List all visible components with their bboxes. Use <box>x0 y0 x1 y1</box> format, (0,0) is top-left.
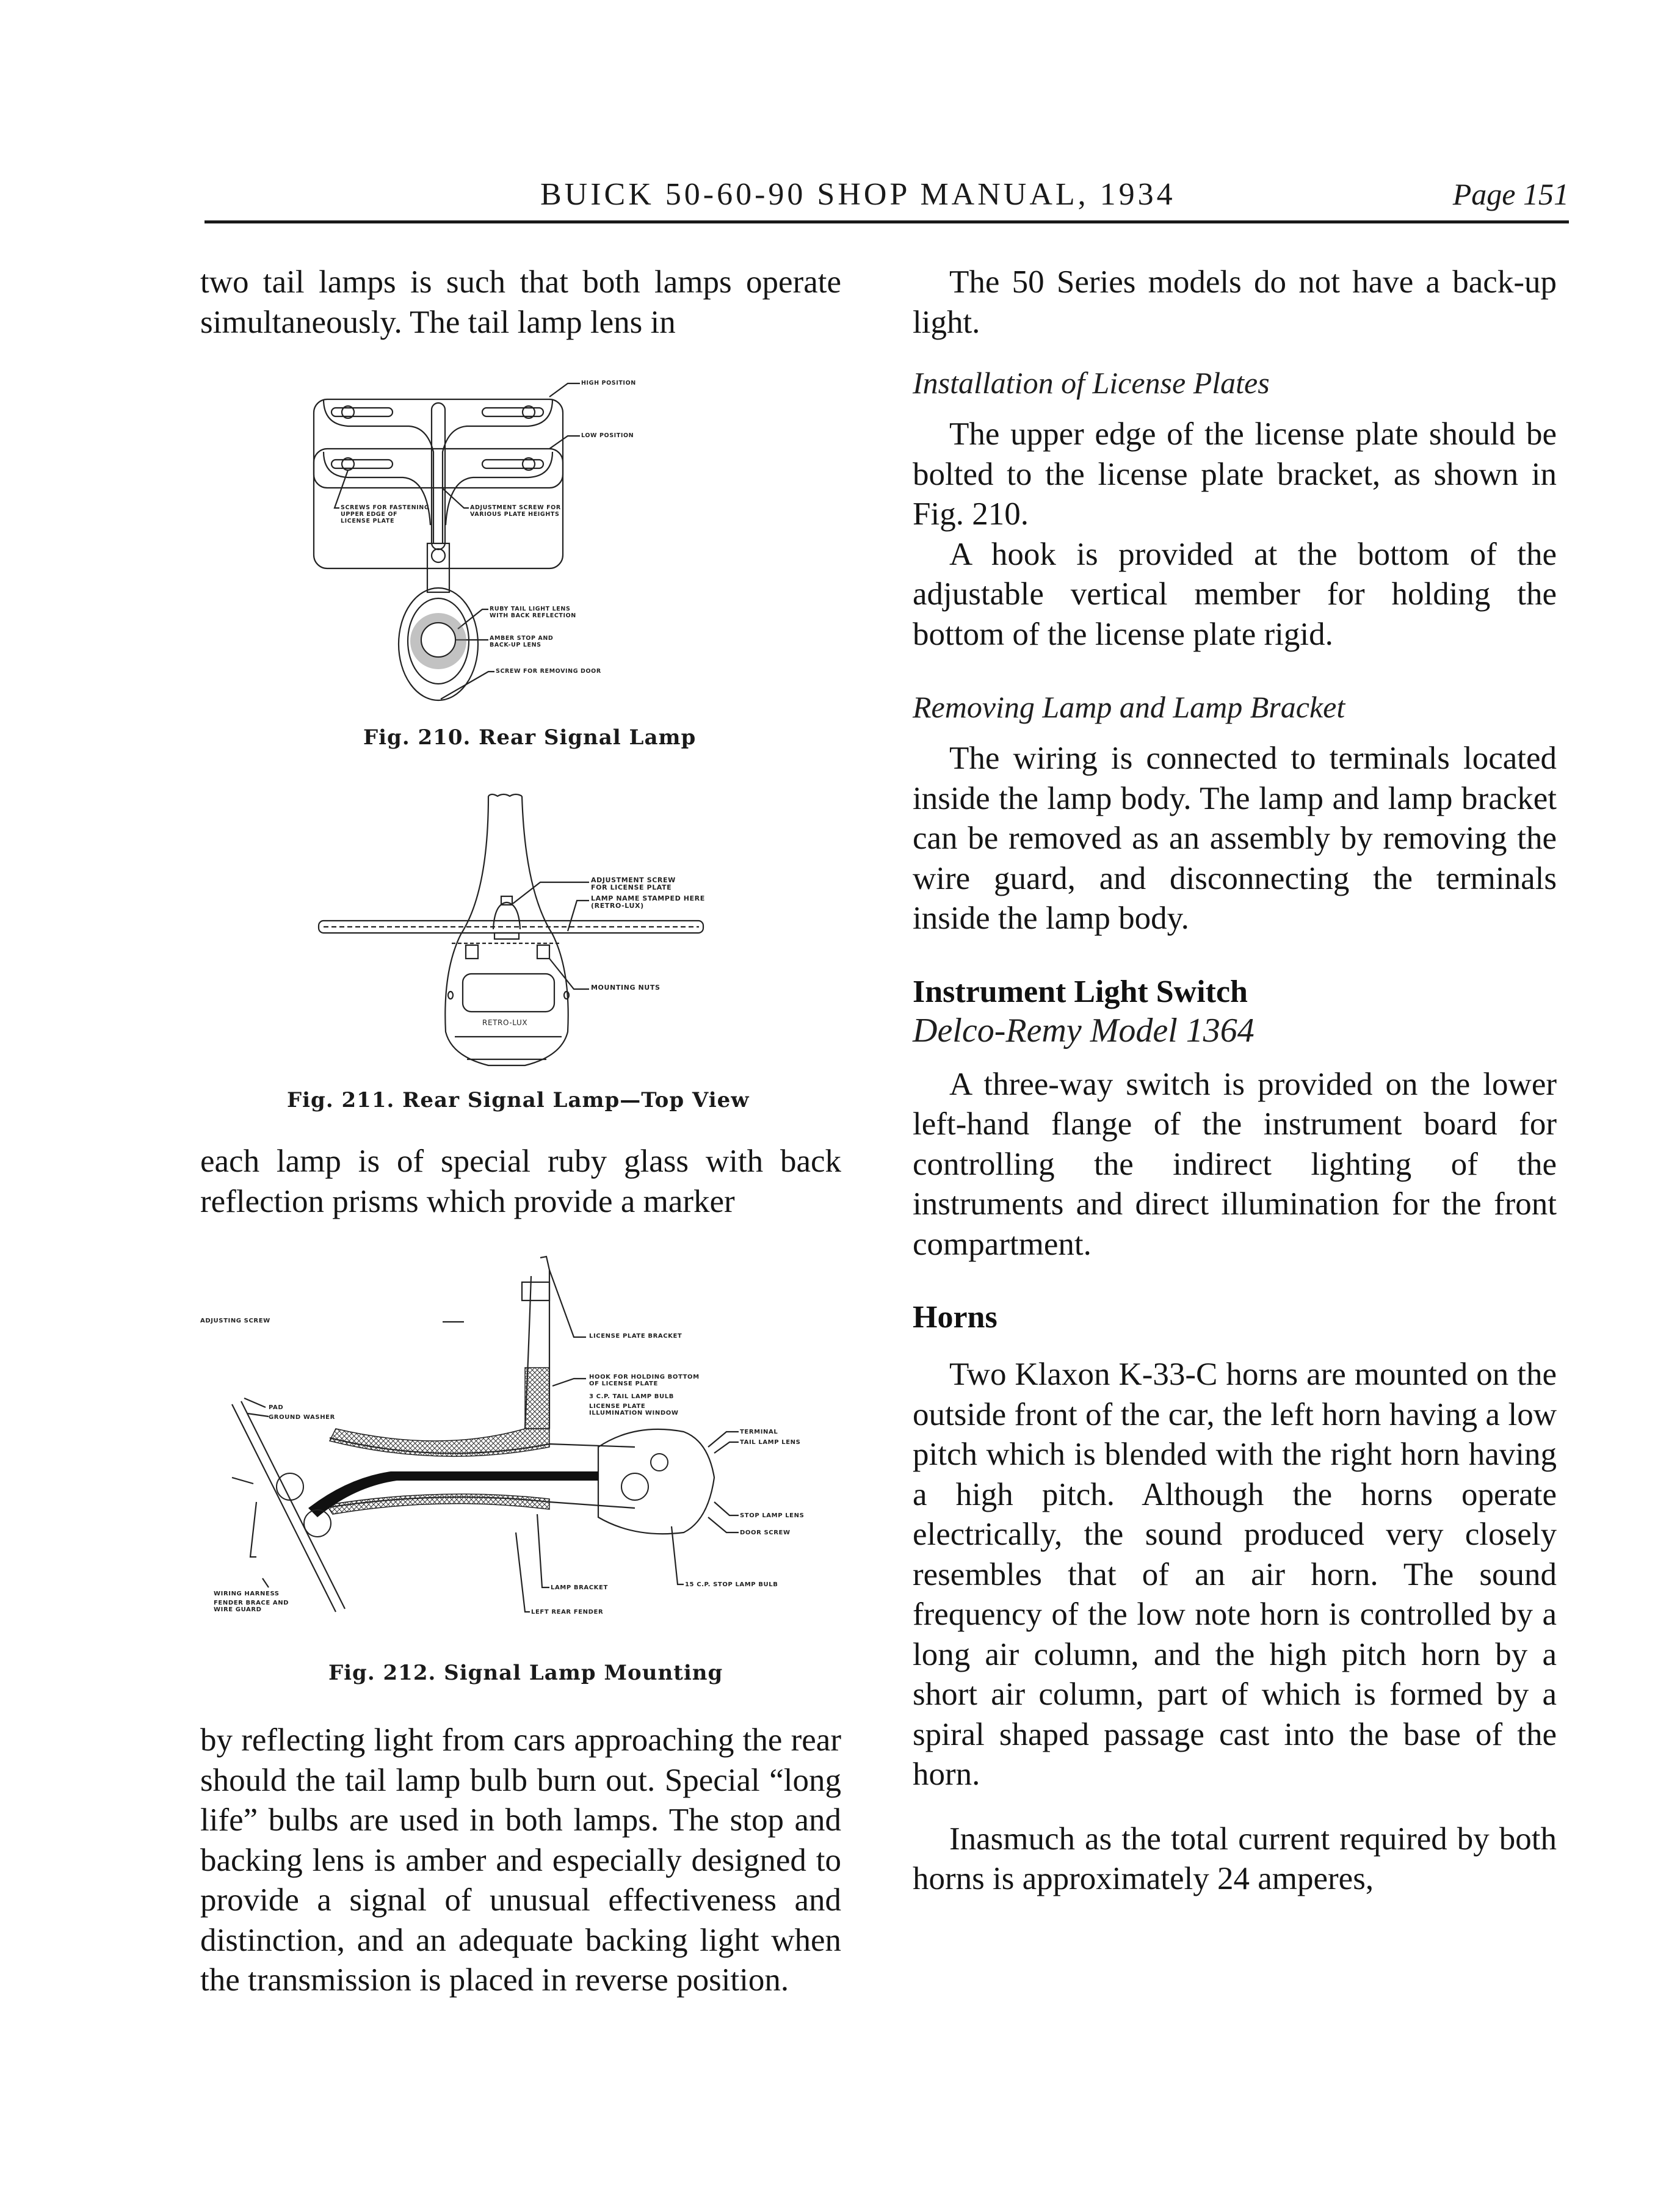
callout-fender-brace-2: WIRE GUARD <box>214 1606 262 1613</box>
caption-fig-210: Fig. 210. Rear Signal Lamp <box>363 725 697 750</box>
callout-tail-lamp-bulb: 3 C.P. TAIL LAMP BULB <box>589 1393 674 1400</box>
callout-high-position: HIGH POSITION <box>581 380 636 386</box>
paragraph-license-upper-edge: The upper edge of the license plate should be bolted to the license plate bracket, as shown in Fig. 210. <box>913 416 1557 532</box>
callout-screws-1: SCREWS FOR FASTENING <box>341 504 430 511</box>
callout-ruby-1: RUBY TAIL LIGHT LENS <box>490 606 571 612</box>
paragraph-three-way-switch: A three-way switch is provided on the lower left-hand flange of the instrument board for controlling the indirect lighting of the instruments and direct illumination for the front compartment. <box>913 1066 1557 1262</box>
callout-screws-3: LICENSE PLATE <box>341 518 395 524</box>
callout-license-plate-bracket: LICENSE PLATE BRACKET <box>589 1333 682 1340</box>
left-column-bottom <box>200 1721 841 2001</box>
callout-tail-lamp-lens: TAIL LAMP LENS <box>740 1439 801 1446</box>
callout-amber-1: AMBER STOP AND <box>490 635 554 642</box>
subheading-delco-remy-model: Delco-Remy Model 1364 <box>913 1011 1255 1050</box>
heading-instrument-light-switch: Instrument Light Switch <box>913 974 1248 1009</box>
figure-212 <box>200 1246 849 1648</box>
left-column-mid <box>200 1142 841 1222</box>
running-header <box>205 174 1569 223</box>
callout-adjusting-screw: ADJUSTING SCREW <box>200 1318 270 1324</box>
callout-lamp-bracket: LAMP BRACKET <box>551 1584 608 1591</box>
caption-fig-212: Fig. 212. Signal Lamp Mounting <box>328 1661 723 1685</box>
header-rule <box>205 220 1569 223</box>
callout-fender-brace-1: FENDER BRACE AND <box>214 1600 289 1606</box>
callout-adjustment-screw-2: FOR LICENSE PLATE <box>591 883 672 891</box>
callout-pad: PAD <box>269 1404 284 1411</box>
callout-adjust-2: VARIOUS PLATE HEIGHTS <box>470 511 560 518</box>
callout-screws-2: UPPER EDGE OF <box>341 511 398 518</box>
paragraph-klaxon-horns: Two Klaxon K-33-C horns are mounted on the outside front of the car, the left horn having a low pitch which is blended with the right horn having a high pitch. Although the horns operate electrically, the sound produced very closely resembles that of an air horn. The sound frequency of the low note horn is controlled by a long air column, and the high pitch horn by a short air column, part of which is formed by a spiral shaped passage cast into the base of the horn. <box>913 1357 1557 1792</box>
callout-amber-2: BACK-UP LENS <box>490 642 541 648</box>
left-column-top <box>200 263 841 343</box>
right-column <box>913 263 1557 1899</box>
callout-illumination-window-1: LICENSE PLATE <box>589 1403 646 1410</box>
callout-wiring-harness: WIRING HARNESS <box>214 1590 280 1597</box>
callout-lamp-name-2: (RETRO-LUX) <box>591 902 644 910</box>
callout-adjustment-screw-1: ADJUSTMENT SCREW <box>591 876 676 884</box>
heading-installation-license-plates: Installation of License Plates <box>913 366 1270 400</box>
paragraph-removing-lamp: The wiring is connected to terminals located inside the lamp body. The lamp and lamp bracket can be removed as an assembly by removing the wire guard, and disconnecting the terminals inside the lamp body. <box>913 741 1557 936</box>
paragraph-no-backup-light: The 50 Series models do not have a back-up light. <box>913 264 1557 340</box>
manual-title: BUICK 50-60-90 SHOP MANUAL, 1934 <box>540 177 1176 212</box>
callout-door-screw: DOOR SCREW <box>740 1529 791 1536</box>
rear-signal-lamp-top-view-drawing <box>305 788 769 1075</box>
paragraph-reflecting-light: by reflecting light from cars approaching the rear should the tail lamp bulb burn out. Special “long life” bulbs are used in both lamps. The stop and backing lens is amber and especially designed to provide a signal of unusual effectiveness and distinction, and an adequate backing light when the transmission is placed in reverse position. <box>200 1722 841 1998</box>
callout-stop-lamp-bulb: 15 C.P. STOP LAMP BULB <box>685 1581 778 1588</box>
callout-illumination-window-2: ILLUMINATION WINDOW <box>589 1410 679 1416</box>
signal-lamp-mounting-drawing <box>208 1246 849 1648</box>
callout-stop-lamp-lens: STOP LAMP LENS <box>740 1512 805 1519</box>
lamp-brand-stamp: RETRO-LUX <box>482 1018 528 1027</box>
callout-ground-washer: GROUND WASHER <box>269 1414 335 1421</box>
paragraph-total-current: Inasmuch as the total current required by both horns is approximately 24 amperes, <box>913 1821 1557 1896</box>
callout-lamp-name-1: LAMP NAME STAMPED HERE <box>591 894 705 902</box>
heading-horns: Horns <box>913 1300 998 1335</box>
heading-removing-lamp: Removing Lamp and Lamp Bracket <box>913 690 1345 724</box>
callout-mounting-nuts: MOUNTING NUTS <box>591 984 661 992</box>
callout-hook-2: OF LICENSE PLATE <box>589 1380 658 1387</box>
paragraph-ruby-glass: each lamp is of special ruby glass with back reflection prisms which provide a marker <box>200 1144 841 1219</box>
page-number: Page 151 <box>1452 177 1569 211</box>
rear-signal-lamp-drawing <box>305 366 733 708</box>
paragraph-tail-lamps: two tail lamps is such that both lamps operate simultaneously. The tail lamp lens in <box>200 264 841 340</box>
callout-low-position: LOW POSITION <box>581 432 634 439</box>
callout-ruby-2: WITH BACK REFLECTION <box>490 612 576 619</box>
figure-211 <box>305 788 769 1075</box>
callout-terminal: TERMINAL <box>740 1429 778 1435</box>
callout-adjust-1: ADJUSTMENT SCREW FOR <box>470 504 561 511</box>
figure-210 <box>305 366 733 708</box>
paragraph-license-hook: A hook is provided at the bottom of the adjustable vertical member for holding the bottom of the license plate rigid. <box>913 536 1557 652</box>
callout-door-screw: SCREW FOR REMOVING DOOR <box>496 668 601 675</box>
callout-hook-1: HOOK FOR HOLDING BOTTOM <box>589 1374 700 1380</box>
callout-left-rear-fender: LEFT REAR FENDER <box>531 1609 604 1616</box>
caption-fig-211: Fig. 211. Rear Signal Lamp—Top View <box>287 1088 750 1112</box>
